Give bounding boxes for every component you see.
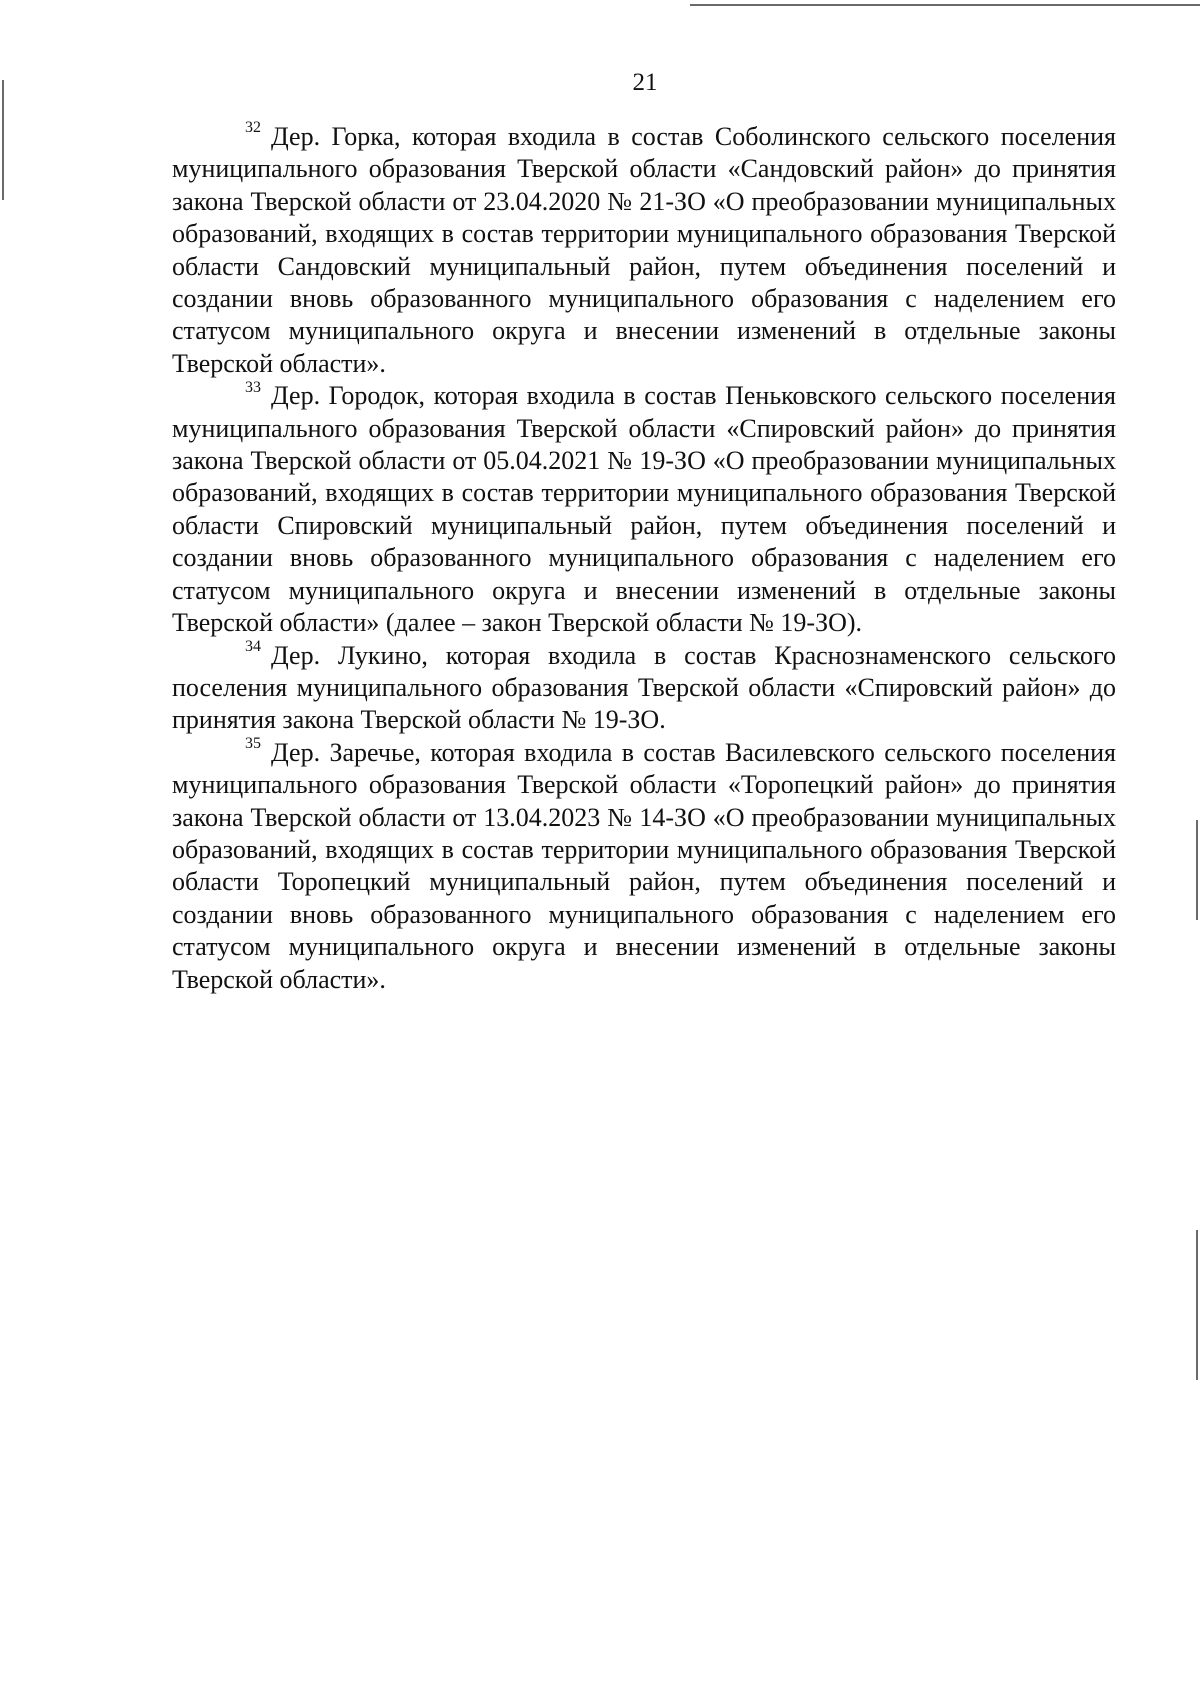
footnote-text: Дер. Горка, которая входила в состав Соболинского сельского поселения муниципального образования Тверской области «Сандовский район» до принятия закона Тверской области от 23.04.2020 № 21-ЗО «О преобразовании муниципальных образований, входящих в состав территории муниципального образования Тверской области Сандовский муниципальный район, путем объединения поселений и создании вновь образованного муниципального образования с наделением его статусом муниципального округа и внесении изменений в отдельные законы Тверской области».	[172, 122, 1116, 378]
footnote-text: Дер. Лукино, которая входила в состав Краснознаменского сельского поселения муниципального образования Тверской области «Спировский район» до принятия закона Тверской области № 19-ЗО.	[172, 640, 1116, 735]
scan-edge-left	[2, 80, 4, 200]
scan-edge-right	[1196, 820, 1198, 920]
footnotes-block	[172, 121, 1116, 996]
scan-edge-top	[690, 4, 1200, 6]
page-number: 21	[632, 69, 658, 96]
footnote-ref: 35	[245, 735, 261, 753]
footnote-ref: 33	[245, 378, 261, 396]
footnote-34	[172, 637, 1116, 737]
footnote-ref: 32	[245, 119, 261, 137]
footnote-text: Дер. Городок, которая входила в состав Пеньковского сельского поселения муниципального образования Тверской области «Спировский район» до принятия закона Тверской области от 05.04.2021 № 19-ЗО «О преобразовании муниципальных образований, входящих в состав территории муниципального образования Тверской области Спировский муниципальный район, путем объединения поселений и создании вновь образованного муниципального образования с наделением его статусом муниципального округа и внесении изменений в отдельные законы Тверской области» (далее – закон Тверской области № 19-ЗО).	[172, 381, 1116, 638]
footnote-35	[172, 737, 1116, 996]
footnote-32	[172, 121, 1116, 380]
scan-edge-right	[1196, 1230, 1198, 1380]
footnote-33	[172, 380, 1116, 639]
footnote-ref: 34	[245, 637, 261, 655]
footnote-text: Дер. Заречье, которая входила в состав Василевского сельского поселения муниципального образования Тверской области «Торопецкий район» до принятия закона Тверской области от 13.04.2023 № 14-ЗО «О преобразовании муниципальных образований, входящих в состав территории муниципального образования Тверской области Торопецкий муниципальный район, путем объединения поселений и создании вновь образованного муниципального образования с наделением его статусом муниципального округа и внесении изменений в отдельные законы Тверской области».	[172, 737, 1116, 994]
